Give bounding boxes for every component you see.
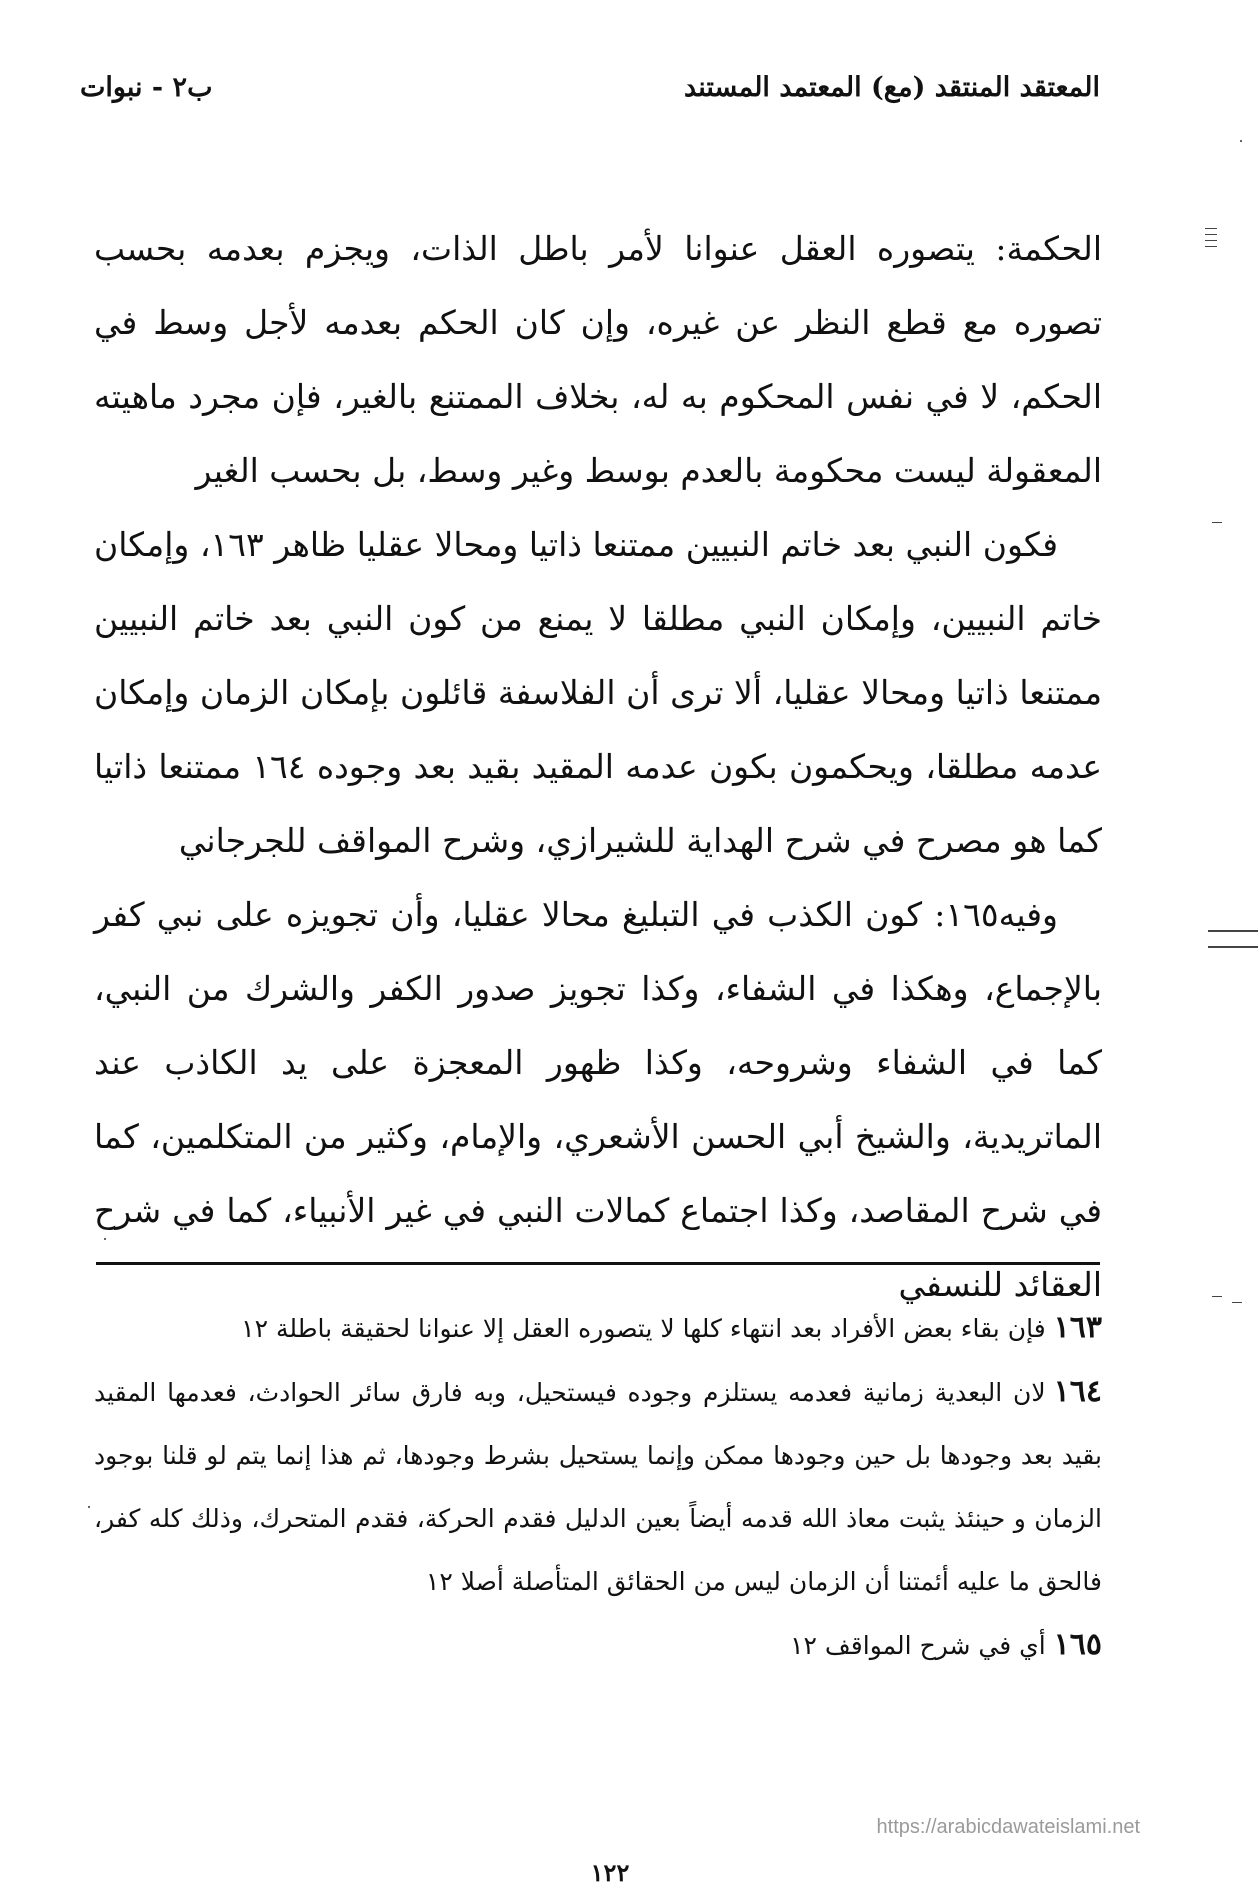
paragraph: وفيه١٦٥: كون الكذب في التبليغ محالا عقليا، وأن تجويزه على نبي كفر بالإجماع، وهكذا في الشفاء، وكذا تجويز صدور الكفر والشرك من النبي، كما في الشفاء وشروحه، وكذا ظهور المعجزة على يد الكاذب عند الماتريدية، والشيخ أبي الحسن الأشعري، والإمام، وكثير من المتكلمين، كما في شرح المقاصد، وكذا اجتماع كمالات النبي في غير الأنبياء، كما في شرح العقائد للنسفي (94, 895, 1102, 1304)
book-title: المعتقد المنتقد (مع) المعتمد المستند (684, 72, 1100, 103)
main-text (94, 212, 1102, 1322)
page-number: ١٢٢ (590, 1858, 630, 1887)
margin-mark (1212, 522, 1222, 523)
margin-mark (1208, 930, 1258, 932)
margin-mark (1232, 1302, 1242, 1303)
margin-mark (1205, 246, 1217, 247)
footnote-text: لان البعدية زمانية فعدمه يستلزم وجوده فيستحيل، وبه فارق سائر الحوادث، فعدمها المقيد بقيد بعد وجودها بل حين وجودها ممكن وإنما يستحيل بشرط وجودها، ثم هذا إنما يتم لو قلنا بوجود الزمان و حينئذ يثبت معاذ الله قدمه أيضاً بعين الدليل فقدم الحركة، فقدم المتحرك، وذلك كله كفر، فالحق ما عليه أئمتنا أن الزمان ليس من الحقائق المتأصلة أصلا ١٢ (94, 1378, 1102, 1596)
watermark-url: https://arabicdawateislami.net (876, 1816, 1140, 1838)
margin-mark (1212, 1296, 1222, 1297)
margin-mark (1205, 234, 1217, 235)
speck (88, 1506, 90, 1508)
footnotes (94, 1296, 1102, 1677)
footnote-separator (96, 1262, 1100, 1265)
footnote (94, 1613, 1102, 1677)
footnote-number: ١٦٣ (1053, 1310, 1102, 1345)
margin-mark (1205, 228, 1217, 229)
footnote-text: فإن بقاء بعض الأفراد بعد انتهاء كلها لا يتصوره العقل إلا عنوانا لحقيقة باطلة ١٢ (241, 1314, 1046, 1343)
footnote (94, 1296, 1102, 1360)
speck (104, 1238, 106, 1240)
margin-mark (1205, 240, 1217, 241)
running-header (80, 72, 1100, 116)
footnote (94, 1360, 1102, 1613)
paragraph: فكون النبي بعد خاتم النبيين ممتنعا ذاتيا ومحالا عقليا ظاهر ١٦٣، وإمكان خاتم النبيين، وإمكان النبي مطلقا لا يمنع من كون النبي بعد خاتم النبيين ممتنعا ذاتيا ومحالا عقليا، ألا ترى أن الفلاسفة قائلون بإمكان الزمان وإمكان عدمه مطلقا، ويحكمون بكون عدمه المقيد بقيد بعد وجوده ١٦٤ ممتنعا ذاتيا كما هو مصرح في شرح الهداية للشيرازي، وشرح المواقف للجرجاني (94, 525, 1103, 860)
volume-label: ب٢ - نبوات (80, 72, 213, 103)
footnote-number: ١٦٥ (1053, 1627, 1102, 1662)
paragraph: الحكمة: يتصوره العقل عنوانا لأمر باطل الذات، ويجزم بعدمه بحسب تصوره مع قطع النظر عن غيره، وإن كان الحكم بعدمه لأجل وسط في الحكم، لا في نفس المحكوم به له، بخلاف الممتنع بالغير، فإن مجرد ماهيته المعقولة ليست محكومة بالعدم بوسط وغير وسط، بل بحسب الغير (94, 229, 1102, 490)
footnote-number: ١٦٤ (1053, 1374, 1102, 1409)
speck (1240, 140, 1242, 142)
margin-mark (1208, 946, 1258, 948)
footnote-text: أي في شرح المواقف ١٢ (790, 1631, 1046, 1660)
